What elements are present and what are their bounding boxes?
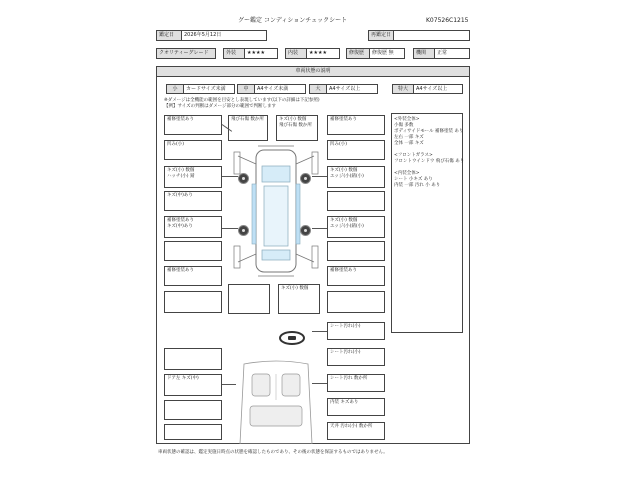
damage-label: 飛び石傷 数か所 <box>231 117 264 122</box>
damage-box-right-3 <box>327 166 385 188</box>
notes-line: <外装全体> <box>394 117 420 122</box>
damage-box-left-8 <box>164 291 222 313</box>
damage-box-right-8 <box>327 291 385 313</box>
note-line-2: 【例】サイズの判断はダメージ部分の範囲で判断します <box>164 104 277 109</box>
legend-key-small: 小 <box>166 84 184 94</box>
damage-label: キズ(小) 数個 <box>281 286 309 291</box>
damage-box-right-1 <box>327 115 385 135</box>
damage-box-left-7 <box>164 266 222 286</box>
label-repair: 修復歴 <box>346 48 370 59</box>
label-reappraisal: 再鑑定日 <box>368 30 394 41</box>
interior-box-left-4 <box>164 424 222 440</box>
interior-box-left-2 <box>164 374 222 396</box>
interior-box-right-1 <box>327 322 385 340</box>
legend-desc-large: A4サイズ以上 <box>326 84 378 94</box>
damage-label: 補修塗装あり <box>167 117 194 122</box>
legend-key-xlarge: 特大 <box>392 84 414 94</box>
note-line-1: ※ダメージは全機能の範囲を目安とし表現しています(以下の詳細は下記参照) <box>164 98 320 103</box>
reappraisal-date <box>393 30 470 41</box>
notes-line: <フロントガラス> <box>394 153 433 158</box>
interior-box-right-3 <box>327 374 385 392</box>
damage-label: シート汚れ(小) <box>330 324 361 329</box>
sheet-id: K07526C1215 <box>426 17 469 24</box>
notes-line: フロントウインドウ 飛び石傷 あり <box>394 159 465 164</box>
repair-history: 修復歴 無 <box>369 48 405 59</box>
damage-label: ドア左 キズ(中) <box>167 376 199 381</box>
legend-key-large: 大 <box>309 84 327 94</box>
damage-label: 補修塗装あり <box>330 268 357 273</box>
damage-box-top-2 <box>276 115 318 141</box>
legend-desc-medium: A4サイズ未満 <box>254 84 306 94</box>
wheel-icon <box>238 173 249 184</box>
damage-label: 補修塗装あり <box>167 268 194 273</box>
damage-label: シート汚れ(小) <box>330 350 361 355</box>
footer-note: 車両状態の確認は、鑑定実施日時点の状態を確認したものであり、その後の状態を保証するものではありません。 <box>158 450 388 455</box>
notes-line: ボディサイドモール 補修塗装 あり <box>394 129 464 134</box>
legend-key-medium: 中 <box>237 84 255 94</box>
interior-box-right-2 <box>327 348 385 366</box>
interior-box-right-4 <box>327 398 385 416</box>
damage-label: キズ(小) 数個 ハッチ(小) 錆 <box>167 168 195 179</box>
damage-box-left-1 <box>164 115 222 135</box>
appraisal-date: 2026年5月12日 <box>181 30 267 41</box>
damage-box-left-4 <box>164 191 222 211</box>
car-exterior-diagram <box>226 142 326 282</box>
wheel-icon <box>238 225 249 236</box>
interior-box-right-5 <box>327 422 385 440</box>
damage-label: 天井 汚れ(小) 数か所 <box>330 424 373 429</box>
sheet-title: グー鑑定 コンディションチェックシート <box>238 17 348 24</box>
damage-label: 凹み(小) <box>330 142 348 147</box>
damage-label: キズ(小) 数個 エッジ(小)錆(小) <box>330 218 364 229</box>
damage-box-right-6 <box>327 241 385 261</box>
legend-desc-small: カードサイズ未満 <box>183 84 235 94</box>
notes-list <box>394 117 465 189</box>
section-title: 車両状態の説明 <box>156 66 470 77</box>
damage-box-left-5 <box>164 216 222 238</box>
damage-box-right-5 <box>327 216 385 238</box>
notes-line: 小傷 多数 <box>394 123 414 128</box>
notes-line: シート 小キズ あり <box>394 177 433 182</box>
damage-box-left-3 <box>164 166 222 188</box>
car-interior-diagram <box>226 360 326 444</box>
notes-line: 左右 一部 キズ <box>394 135 424 140</box>
steering-wheel-icon <box>278 330 306 346</box>
interior-box-left-1 <box>164 348 222 370</box>
label-exterior: 外装 <box>223 48 245 59</box>
label-quality: クオリティーグレード <box>156 48 216 59</box>
damage-box-right-4 <box>327 191 385 211</box>
interior-stars: ★★★★ <box>306 48 340 59</box>
damage-label: 補修塗装あり キズ(中)あり <box>167 218 194 229</box>
damage-box-bottom-2 <box>278 284 320 314</box>
label-date: 鑑定日 <box>156 30 182 41</box>
notes-line: <内装全体> <box>394 171 420 176</box>
wheel-icon <box>300 173 311 184</box>
damage-label: キズ(小) 数個 エッジ(小)錆(小) <box>330 168 364 179</box>
interior-box-left-3 <box>164 400 222 420</box>
label-odometer: 機関 <box>413 48 435 59</box>
damage-box-left-2 <box>164 140 222 160</box>
damage-label: シート汚れ 数か所 <box>330 376 368 381</box>
damage-box-left-6 <box>164 241 222 261</box>
odometer-status: 正常 <box>434 48 470 59</box>
damage-label: 凹み(小) <box>167 142 185 147</box>
legend-desc-xlarge: A4サイズ以上 <box>413 84 463 94</box>
damage-box-top-1 <box>228 115 268 141</box>
notes-line: 全体 一部 キズ <box>394 141 424 146</box>
wheel-icon <box>300 225 311 236</box>
damage-label: キズ(中)あり <box>167 193 193 198</box>
label-interior: 内装 <box>285 48 307 59</box>
notes-line: 内装 一部 汚れ 小 あり <box>394 183 441 188</box>
damage-box-right-2 <box>327 140 385 160</box>
damage-box-right-7 <box>327 266 385 286</box>
damage-label: キズ(小) 数個 飛び石傷 数か所 <box>279 117 312 128</box>
damage-box-bottom-1 <box>228 284 270 314</box>
damage-label: 補修塗装あり <box>330 117 357 122</box>
damage-label: 内装 キズあり <box>330 400 359 405</box>
exterior-stars: ★★★★ <box>244 48 278 59</box>
